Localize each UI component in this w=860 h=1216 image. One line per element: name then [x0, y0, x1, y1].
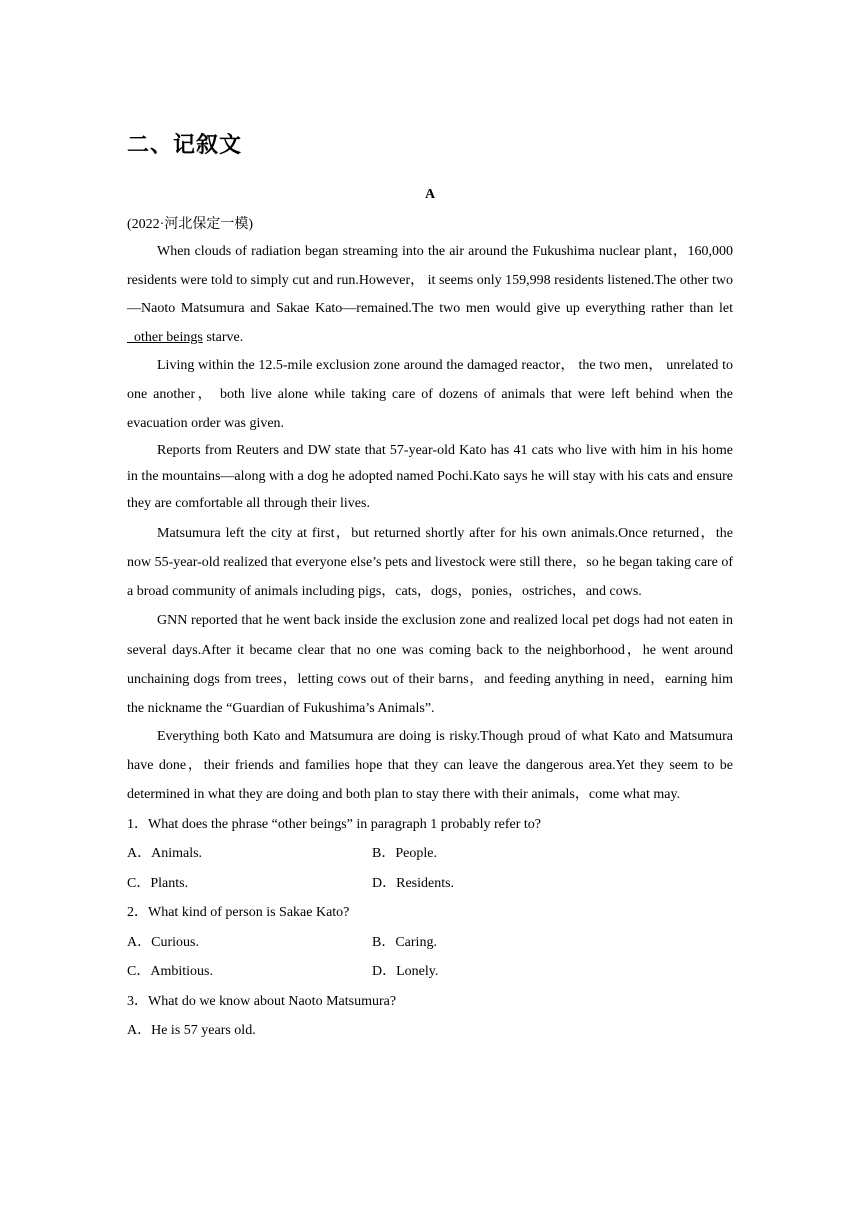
paragraph-text: starve.	[202, 329, 244, 345]
option-row	[127, 869, 733, 899]
option-row	[127, 1016, 733, 1046]
question-list	[127, 810, 733, 1046]
paragraph-text: When clouds of radiation began streaming into the air around the Fukushima nuclear plant，160,000 residents were told to simply cut and run.However， it seems only 159,998 residents listened.The other two—Naoto Matsumura and Sakae Kato—remained.The two men would give up everything rather than let	[127, 244, 733, 317]
option: B．Caring.	[372, 934, 437, 950]
option: C．Plants.	[127, 875, 189, 891]
option: A．Animals.	[127, 846, 203, 862]
option-row	[127, 957, 733, 987]
question-stem: 1．What does the phrase “other beings” in paragraph 1 probably refer to?	[127, 816, 542, 832]
option: A．Curious.	[127, 934, 199, 950]
passage-body	[127, 238, 733, 1046]
paragraph: Living within the 12.5-mile exclusion zone around the damaged reactor， the two men， unrelated to one another， both live alone while taking care of dozens of animals that were left behind when the evacuation order was given.	[127, 358, 733, 431]
question-stem: 3．What do we know about Naoto Matsumura?	[127, 993, 397, 1009]
question-stem: 2．What kind of person is Sakae Kato?	[127, 905, 350, 921]
section-title: 二、记叙文	[127, 133, 243, 158]
option-row	[127, 839, 733, 869]
passage-label: A	[424, 187, 436, 202]
paragraph: Everything both Kato and Matsumura are doing is risky.Though proud of what Kato and Matsumura have done，their friends and families hope that they can leave the dangerous area.Yet they seem to be determined in what they are doing and both plan to stay there with their animals，come what may.	[127, 729, 733, 802]
option: A．He is 57 years old.	[127, 1023, 256, 1039]
paragraph: Reports from Reuters and DW state that 57-year-old Kato has 41 cats who live with him in his home in the mountains—along with a dog he adopted named Pochi.Kato says he will stay with his cats and ensure they are comfortable all through their lives.	[127, 443, 733, 511]
option: C．Ambitious.	[127, 964, 213, 980]
source-citation: (2022·河北保定一模)	[127, 217, 253, 232]
paragraph	[127, 238, 733, 352]
paragraph: Matsumura left the city at first，but returned shortly after for his own animals.Once returned，the now 55-year-old realized that everyone else’s pets and livestock were still there，so he began taking care of a broad community of animals including pigs，cats，dogs，ponies，ostriches，and cows.	[127, 525, 733, 600]
paragraph: GNN reported that he went back inside the exclusion zone and realized local pet dogs had not eaten in several days.After it became clear that no one was coming back to the neighborhood，he went around unchaining dogs from trees，letting cows out of their barns，and feeding anything in need，earning him the nickname the “Guardian of Fukushima’s Animals”.	[127, 613, 733, 716]
option: D．Residents.	[372, 875, 455, 891]
option-row	[127, 928, 733, 958]
underlined-phrase: other beings	[127, 329, 203, 345]
option: D．Lonely.	[372, 964, 439, 980]
option: B．People.	[372, 846, 437, 862]
